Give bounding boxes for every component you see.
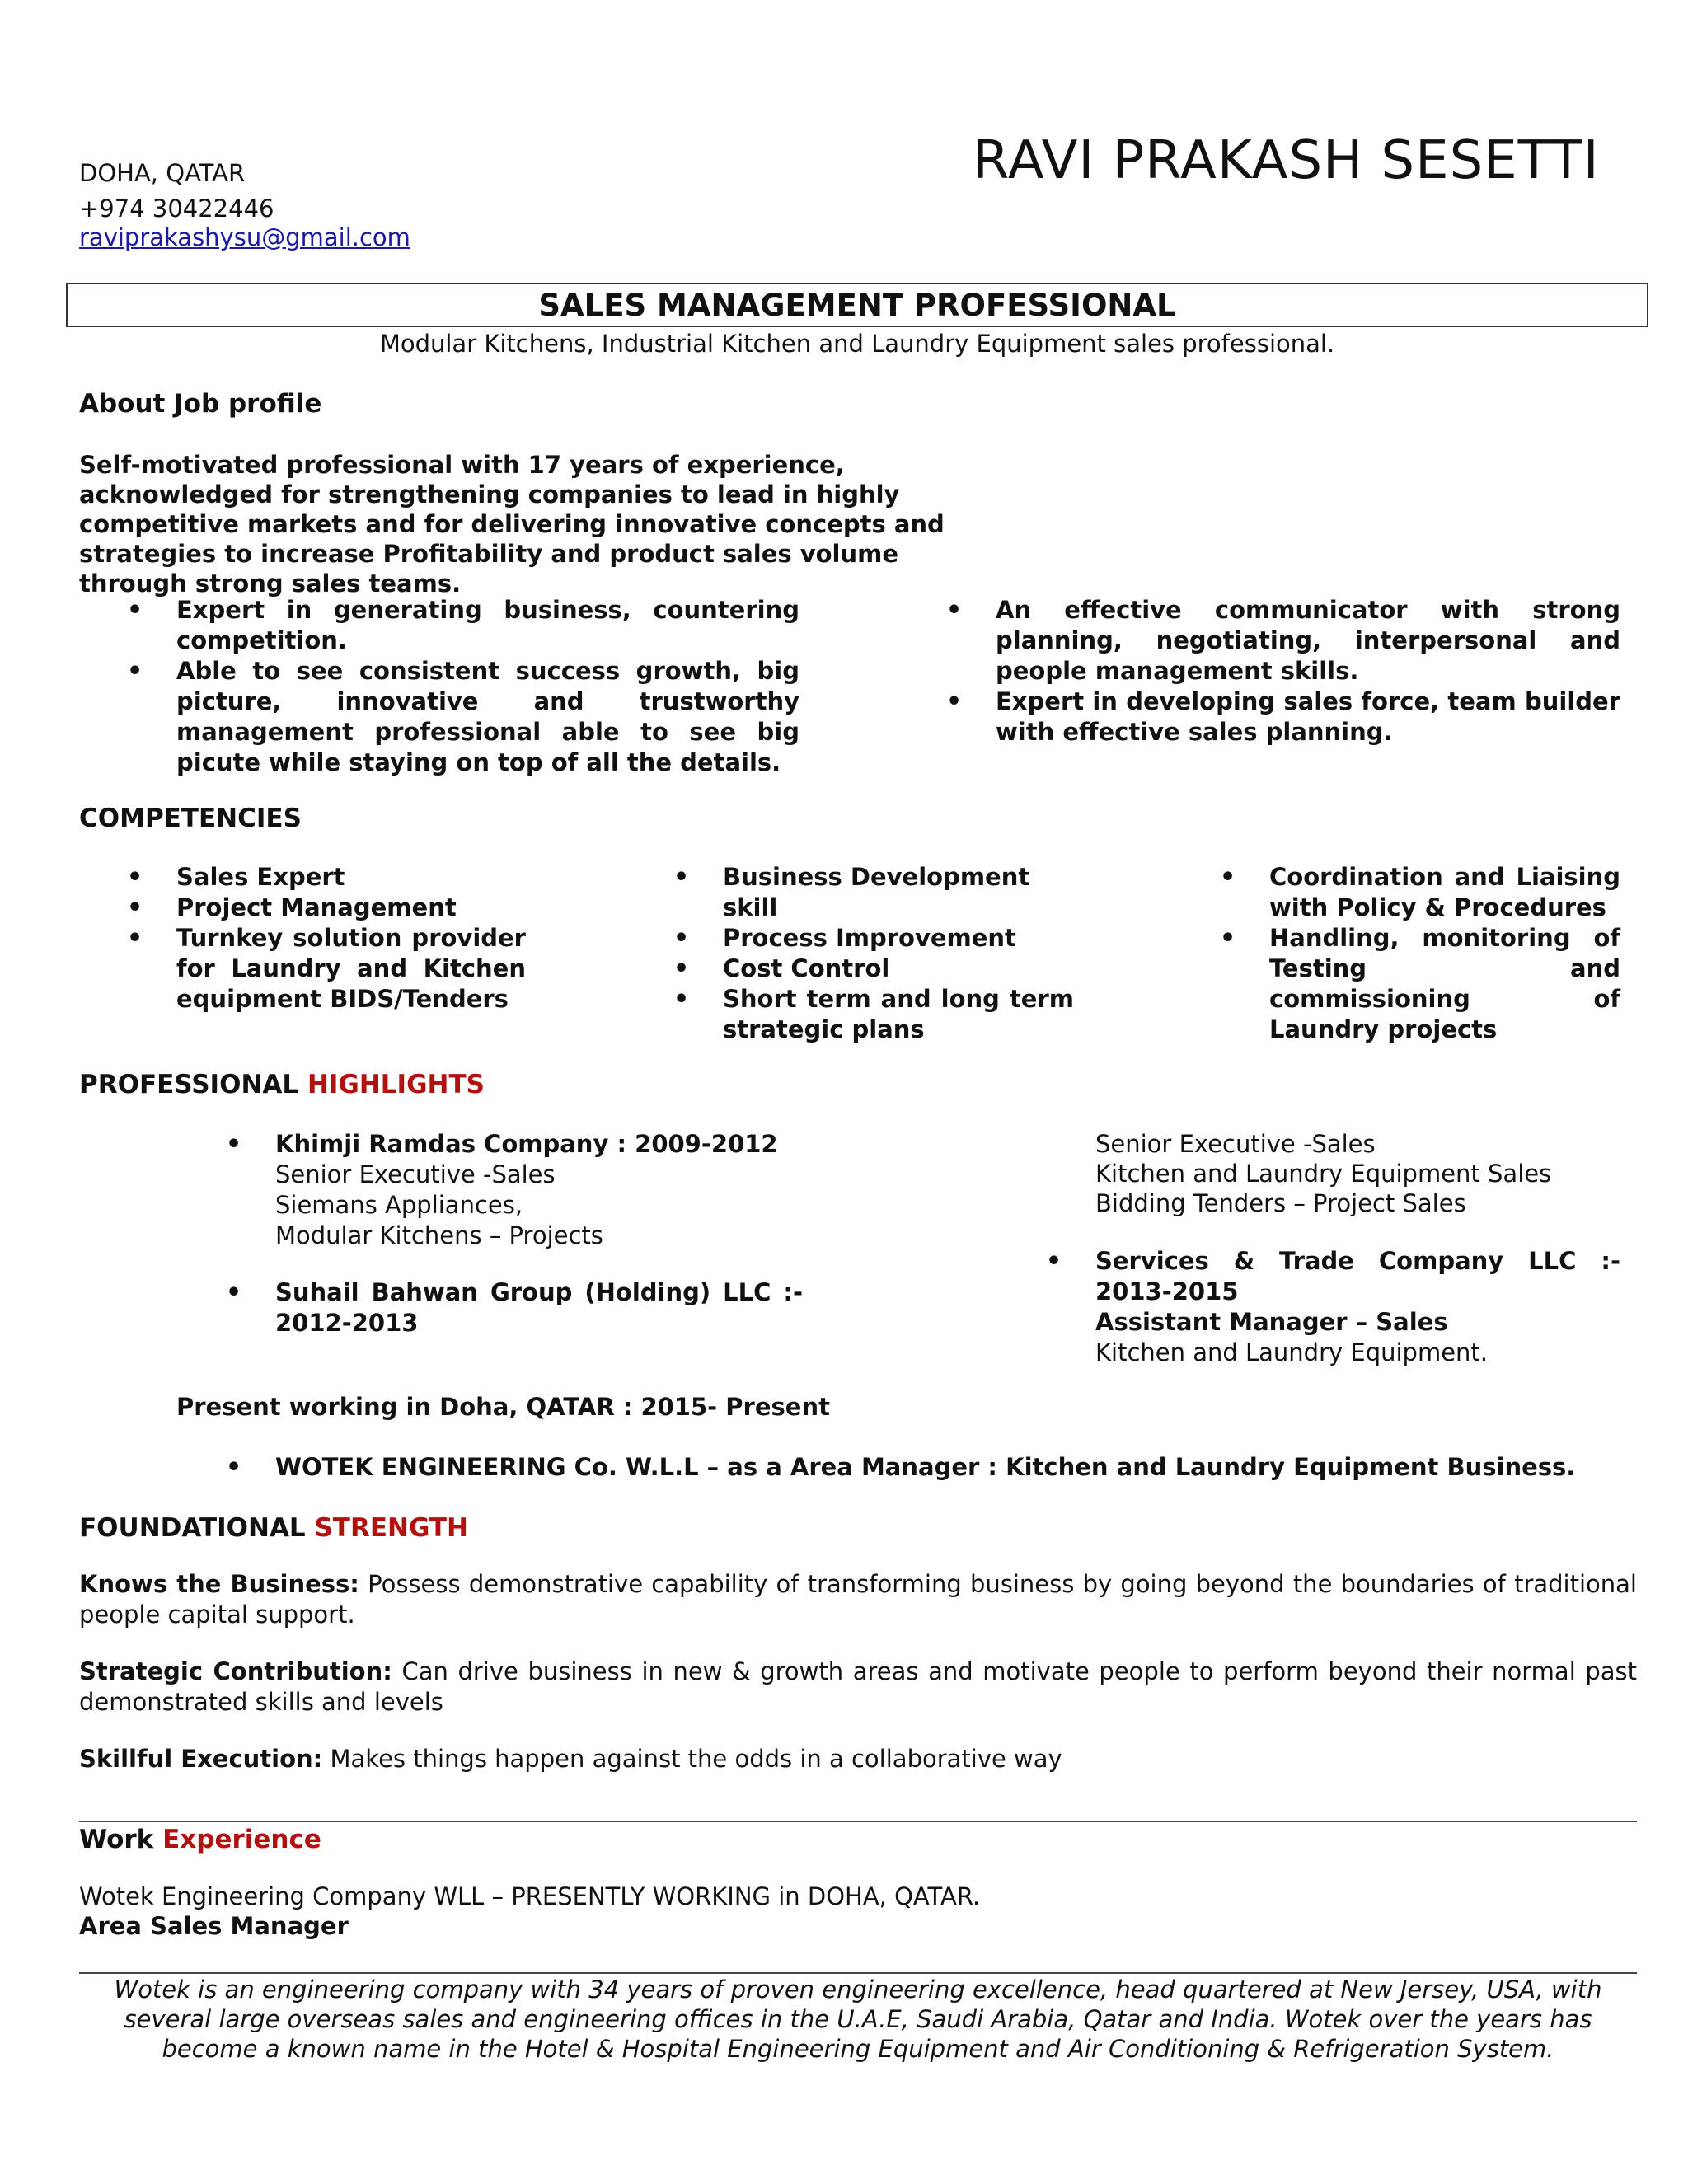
present-list [275,1452,1627,1483]
strength-item [79,1569,1637,1630]
email-link[interactable]: raviprakashysu@gmail.com [79,223,410,251]
work-heading-b: Experience [162,1825,321,1854]
highlights-heading-b: HIGHLIGHTS [307,1070,485,1099]
list-item: • Handling, monitoring of Testing and commissioning of Laundry projects [1269,923,1620,1045]
strength-text: Possess demonstrative capability of transforming business by going beyond the boundaries of traditional people capital support. [79,1570,1637,1629]
list-item: • Process Improvement [723,923,1074,954]
job-detail: Senior Executive -Sales [1095,1130,1376,1158]
highlights-heading-a: PROFESSIONAL [79,1070,299,1099]
location: DOHA, QATAR [79,159,246,187]
job-detail: Kitchen and Laundry Equipment Sales [1095,1160,1552,1188]
about-heading: About Job profile [79,389,322,419]
work-description: Wotek is an engineering company with 34 years of proven engineering excellence, head quartered at New Jersey, USA, with several large overseas sales and engineering offices in the U.A.E, Saudi Arabia, Qatar and India. Wotek over the years has become a known name in the Hotel & Hospital Engineering Equipment and Air Conditioning & Refrigeration System. [114,1975,1602,2063]
about-summary: Self-motivated professional with 17 years of experience, acknowledged for strengthening companies to lead in highly competitive markets and for delivering innovative concepts and strategies to increase Profitability and product sales volume through strong sales teams. [79,451,945,598]
job-role: Assistant Manager – Sales [1095,1308,1448,1336]
list-item: • Able to see consistent success growth, big picture, innovative and trustworthy management professional able to see big picute while staying on top of all the details. [176,656,799,778]
job-detail: Kitchen and Laundry Equipment. [1095,1338,1489,1366]
strength-item [79,1744,1637,1774]
divider [79,1821,1637,1822]
competencies-col1 [176,862,526,1015]
about-left-list [176,595,799,778]
job-detail: Modular Kitchens – Projects [275,1221,603,1249]
list-item: • WOTEK ENGINEERING Co. W.L.L – as a Area Manager : Kitchen and Laundry Equipment Business. [275,1452,1627,1483]
list-item: • Cost Control [723,954,1074,984]
highlights-left-list [275,1129,803,1338]
subtitle: Modular Kitchens, Industrial Kitchen and Laundry Equipment sales professional. [379,330,1335,358]
divider [79,1972,1637,1974]
highlights-heading [79,1070,485,1099]
strength-label: Skillful Execution: [79,1745,323,1773]
foundational-heading-b: STRENGTH [314,1513,468,1543]
work-company: Wotek Engineering Company WLL – PRESENTLY WORKING in DOHA, QATAR. [79,1882,981,1910]
candidate-name: RAVI PRAKASH SESETTI [973,130,1600,191]
present-heading: Present working in Doha, QATAR : 2015- Present [176,1393,830,1421]
work-heading [79,1825,321,1854]
competencies-col2 [723,862,1074,1045]
strength-label: Knows the Business: [79,1570,359,1598]
list-item: • An effective communicator with strong planning, negotiating, interpersonal and people management skills. [996,595,1620,687]
job-detail: Siemans Appliances, [275,1191,523,1219]
strength-item [79,1657,1637,1718]
highlights-right-list [1095,1246,1620,1368]
foundational-heading-a: FOUNDATIONAL [79,1513,306,1543]
job-title: • Services & Trade Company LLC :- 2013-2015 [1095,1247,1620,1305]
list-item: • Expert in generating business, countering competition. [176,595,799,656]
job-detail: Bidding Tenders – Project Sales [1095,1189,1466,1217]
competencies-heading: COMPETENCIES [79,804,302,833]
phone: +974 30422446 [79,194,274,223]
list-item: • Sales Expert [176,862,526,893]
list-item: • Project Management [176,893,526,923]
list-item: • Expert in developing sales force, team builder with effective sales planning. [996,687,1620,748]
work-role: Area Sales Manager [79,1912,349,1940]
job-entry [275,1277,803,1338]
job-detail: Senior Executive -Sales [275,1160,556,1188]
strength-text: Makes things happen against the odds in a collaborative way [322,1745,1062,1773]
title-banner: SALES MANAGEMENT PROFESSIONAL [66,283,1648,327]
strength-text: Can drive business in new & growth areas and motivate people to perform beyond their normal past demonstrated skills and levels [79,1657,1638,1716]
job2-details [1095,1129,1551,1218]
job-title: • Khimji Ramdas Company : 2009-2012 [275,1130,778,1158]
list-item: • Turnkey solution provider for Laundry and Kitchen equipment BIDS/Tenders [176,923,526,1015]
about-right-list [996,595,1620,748]
competencies-col3 [1269,862,1620,1045]
job-entry [275,1129,803,1251]
list-item: • Business Development skill [723,862,1074,923]
list-item: • Coordination and Liaising with Policy & Procedures [1269,862,1620,923]
strength-label: Strategic Contribution: [79,1657,392,1685]
job-title: • Suhail Bahwan Group (Holding) LLC :- 2012-2013 [275,1278,803,1337]
list-item: • Short term and long term strategic plans [723,984,1074,1045]
foundational-heading [79,1513,468,1543]
work-heading-a: Work [79,1825,154,1854]
job-entry [1095,1246,1620,1368]
